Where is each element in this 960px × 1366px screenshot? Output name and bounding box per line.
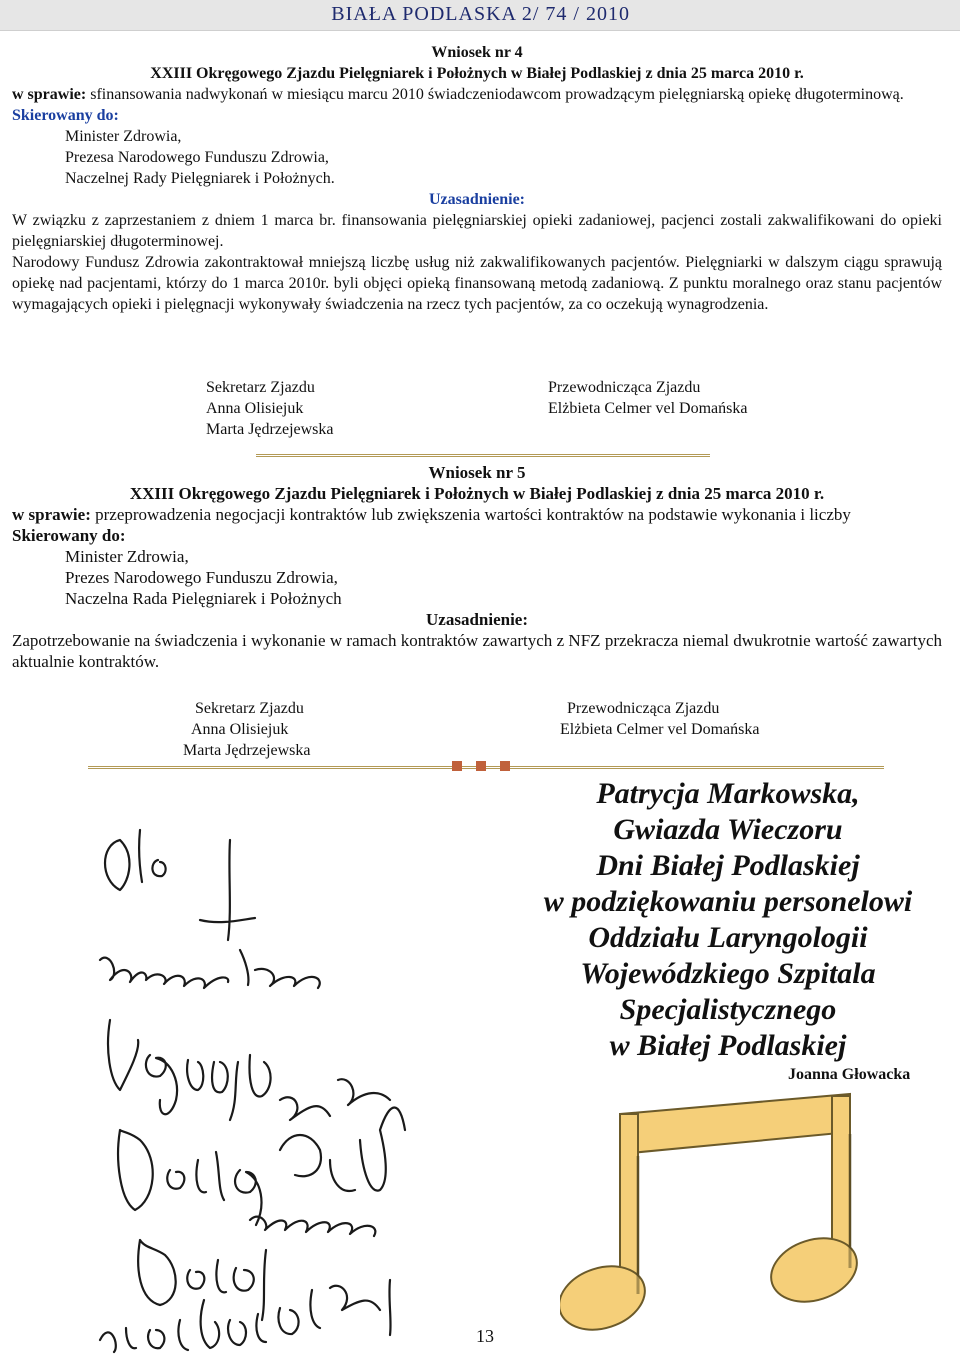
motion-5-recipient: Minister Zdrowia, bbox=[65, 547, 189, 566]
signature-name: Elżbieta Celmer vel Domańska bbox=[548, 400, 748, 417]
page-header bbox=[0, 0, 960, 31]
handwritten-autograph bbox=[80, 800, 420, 1360]
motion-4-subject-label: w sprawie: bbox=[12, 86, 87, 103]
motion-5-subject bbox=[12, 504, 942, 525]
motion-5-paragraph: Zapotrzebowanie na świadczenia i wykonanie w ramach kontraktów zawartych z NFZ przekracza niemal dwukrotnie wartość zawartych aktualnie kontraktów. bbox=[12, 631, 942, 671]
signature-name: Marta Jędrzejewska bbox=[183, 742, 311, 759]
ornament-squares bbox=[452, 761, 510, 771]
ornament-square bbox=[452, 761, 462, 771]
motion-5-subject-label: w sprawie: bbox=[12, 505, 91, 524]
ornament-square bbox=[500, 761, 510, 771]
motion-5-addressed-to-label: Skierowany do: bbox=[12, 526, 126, 545]
motion-4 bbox=[12, 42, 942, 315]
signature-role: Przewodnicząca Zjazdu bbox=[548, 379, 701, 396]
page-number: 13 bbox=[476, 1326, 494, 1346]
motion-5-subheading: XXIII Okręgowego Zjazdu Pielęgniarek i Położnych w Białej Podlaskiej z dnia 25 marca 2010 r. bbox=[129, 484, 825, 503]
dedication-line: w podziękowaniu personelowi bbox=[543, 885, 913, 918]
ornament-square bbox=[476, 761, 486, 771]
dedication-line: Specjalistycznego bbox=[619, 993, 837, 1026]
motion-4-recipient: Prezesa Narodowego Funduszu Zdrowia, bbox=[65, 149, 329, 166]
dedication-author: Joanna Głowacka bbox=[788, 1066, 911, 1083]
motion-4-addressed-to-label: Skierowany do: bbox=[12, 107, 119, 124]
motion-4-justification-label: Uzasadnienie: bbox=[429, 191, 525, 208]
motion-4-heading: Wniosek nr 4 bbox=[431, 44, 523, 61]
signature-name: Elżbieta Celmer vel Domańska bbox=[560, 721, 760, 738]
dedication-line: Oddziału Laryngologii bbox=[588, 921, 868, 954]
dedication-line: w Białej Podlaskiej bbox=[609, 1029, 847, 1062]
motion-5-subject-text: przeprowadzenia negocjacji kontraktów lub zwiększenia wartości kontraktów na podstawie wykonania i liczby bbox=[90, 505, 851, 524]
motion-5-justification-label: Uzasadnienie: bbox=[426, 610, 528, 629]
motion-4-secretary-signature bbox=[206, 377, 334, 440]
motion-4-recipient: Minister Zdrowia, bbox=[65, 128, 182, 145]
motion-5-heading: Wniosek nr 5 bbox=[428, 463, 526, 482]
motion-5-chair-signature bbox=[560, 698, 759, 740]
motion-5-recipient: Prezes Narodowego Funduszu Zdrowia, bbox=[65, 568, 338, 587]
signature-name: Marta Jędrzejewska bbox=[206, 421, 334, 438]
signature-role: Sekretarz Zjazdu bbox=[206, 379, 315, 396]
section-divider bbox=[256, 454, 710, 457]
motion-4-paragraph: W związku z zaprzestaniem z dniem 1 marca br. finansowania pielęgniarskiej opieki zadaniowej, pacjenci zostali zakwalifikowani do opieki pielęgniarskiej długoterminowej. bbox=[12, 212, 942, 250]
signature-role: Przewodnicząca Zjazdu bbox=[567, 700, 720, 717]
music-note-icon bbox=[560, 1092, 890, 1342]
motion-4-subject-text: sfinansowania nadwykonań w miesiącu marcu 2010 świadczeniodawcom prowadzącym pielęgniarską opiekę długoterminową. bbox=[86, 86, 904, 103]
motion-5-recipient: Naczelna Rada Pielęgniarek i Położnych bbox=[65, 589, 342, 608]
dedication-text bbox=[528, 776, 928, 1064]
motion-5-secretary-signature bbox=[183, 698, 311, 761]
motion-4-recipient: Naczelnej Rady Pielęgniarek i Położnych. bbox=[65, 170, 335, 187]
motion-4-subject bbox=[12, 84, 942, 105]
motion-4-paragraph: Narodowy Fundusz Zdrowia zakontraktował mniejszą liczbę usług niż zakwalifikowanych pacjentów. Pielęgniarki w dalszym ciągu sprawują opiekę nad pacjentami, którzy do 1 marca 2010r. byli objęci opieką finansowaną metodą zadaniową. Z punktu moralnego oraz stanu pacjentów wymagających opieki i pielęgnacji wykonywały świadczenia na rzecz tych pacjentów, za co oczekują wynagrodzenia. bbox=[12, 254, 942, 313]
header-title: BIAŁA PODLASKA 2/ 74 / 2010 bbox=[331, 3, 630, 25]
signature-name: Anna Olisiejuk bbox=[206, 400, 304, 417]
dedication-line: Wojewódzkiego Szpitala bbox=[580, 957, 876, 990]
dedication-line: Patrycja Markowska, bbox=[596, 777, 860, 810]
dedication-line: Dni Białej Podlaskiej bbox=[596, 849, 860, 882]
motion-5 bbox=[12, 462, 942, 672]
signature-name: Anna Olisiejuk bbox=[191, 721, 289, 738]
motion-4-subheading: XXIII Okręgowego Zjazdu Pielęgniarek i Położnych w Białej Podlaskiej z dnia 25 marca 2010 r. bbox=[150, 65, 804, 82]
signature-role: Sekretarz Zjazdu bbox=[195, 700, 304, 717]
motion-4-chair-signature bbox=[548, 377, 747, 419]
dedication-line: Gwiazda Wieczoru bbox=[613, 813, 843, 846]
